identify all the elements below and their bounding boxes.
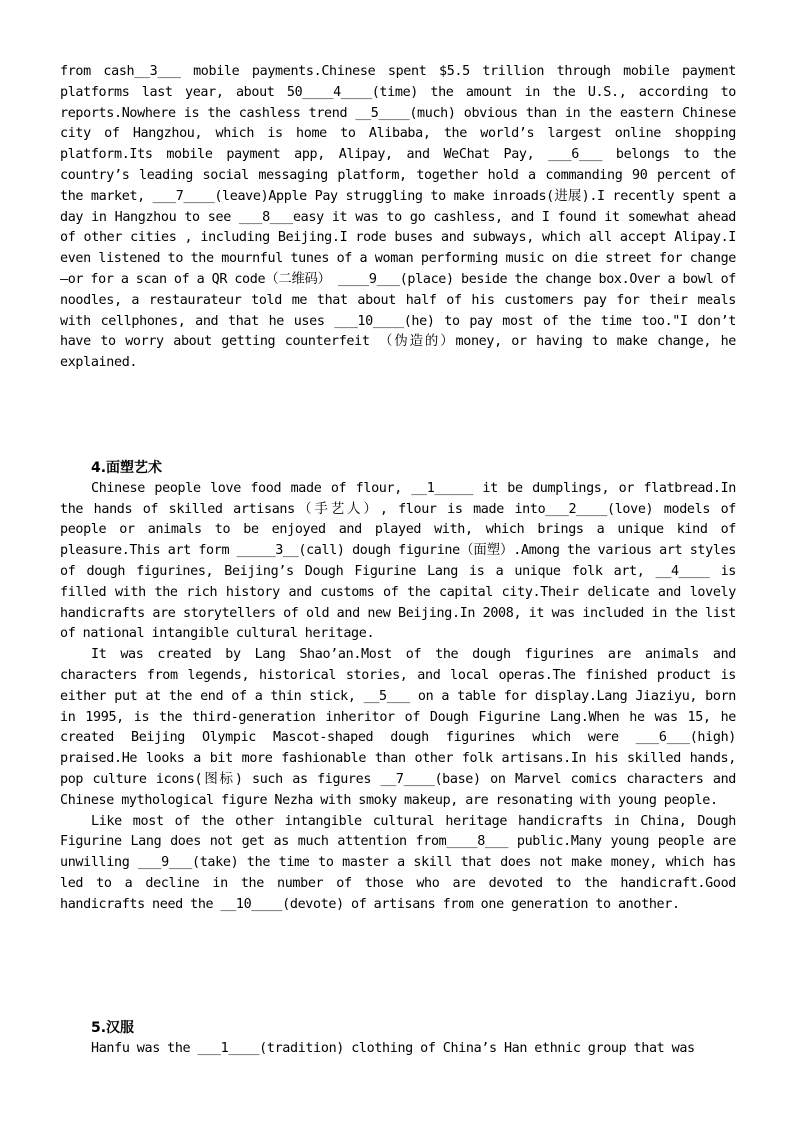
section-4-paragraph-2: It was created by Lang Shao’an.Most of the dough figurines are animals and characters from legends, historical stories, and local operas.The finished product is either put at the end of a thin stick, __5___ on a table for display.Lang Jiaziyu, born in 1995, is the third-generation inheritor of Dough Figurine Lang.When he was 15, he created Beijing Olympic Mascot-shaped dough figurines which were ___6___(high) praised.He looks a bit more fashionable than other folk artisans.In his skilled hands, pop culture icons(图标) such as figures __7____(base) on Marvel comics characters and Chinese mythological figure Nezha with smoky makeup, are resonating with young people. xyxy=(60,647,736,808)
section-4-paragraph-1: Chinese people love food made of flour, __1_____ it be dumplings, or flatbread.In the hands of skilled artisans（手艺人）, flour is made into___2____(love) models of people or animals to be enjoyed and played with, which brings a unique kind of pleasure.This art form _____3__(call) dough figurine（面塑）.Among the various art styles of dough figurines, Beijing’s Dough Figurine Lang is a unique folk art, __4____ is filled with the rich history and customs of the capital city.Their delicate and lovely handicrafts are storytellers of old and new Beijing.In 2008, it was included in the list of national intangible cultural heritage. xyxy=(60,480,736,642)
section-5-title: 5.汉服 xyxy=(91,1020,135,1036)
section-5-passage xyxy=(60,1018,736,1060)
section-5-paragraph-1: Hanfu was the ___1____(tradition) clothing of China’s Han ethnic group that was xyxy=(91,1040,695,1056)
section-4-title: 4.面塑艺术 xyxy=(91,460,163,476)
section-3-passage xyxy=(60,62,736,374)
section-3-paragraph-1: from cash__3___ mobile payments.Chinese spent $5.5 trillion through mobile payment platforms last year, about 50____4____(time) the amount in the U.S., according to reports.Nowhere is the cashless trend __5____(much) obvious than in the eastern Chinese city of Hangzhou, which is home to Alibaba, the world’s largest online shopping platform.Its mobile payment app, Alipay, and WeChat Pay, ___6___ belongs to the country’s leading social messaging platform, together hold a commanding 90 percent of the market, ___7____(leave)Apple Pay struggling to make inroads(进展).I recently spent a day in Hangzhou to see ___8___easy it was to go cashless, and I found it somewhat ahead of other cities , including Beijing.I rode buses and subways, which all accept Alipay.I even listened to the mournful tunes of a woman performing music on die street for change—or for a scan of a QR code（二维码） ____9___(place) beside the change box.Over a bowl of noodles, a restaurateur told me that about half of his customers pay for their meals with cellphones, and that he uses ___10____(he) to pay most of the time too."I don’t have to worry about getting counterfeit （伪造的）money, or having to make change, he explained. xyxy=(60,64,736,371)
section-4-paragraph-3: Like most of the other intangible cultural heritage handicrafts in China, Dough Figurine Lang does not get as much attention from____8___ public.Many young people are unwilling ___9___(take) the time to master a skill that does not make money, which has led to a decline in the number of those who are devoted to the handicraft.Good handicrafts need the __10____(devote) of artisans from one generation to another. xyxy=(60,813,736,912)
section-4-passage xyxy=(60,458,736,916)
